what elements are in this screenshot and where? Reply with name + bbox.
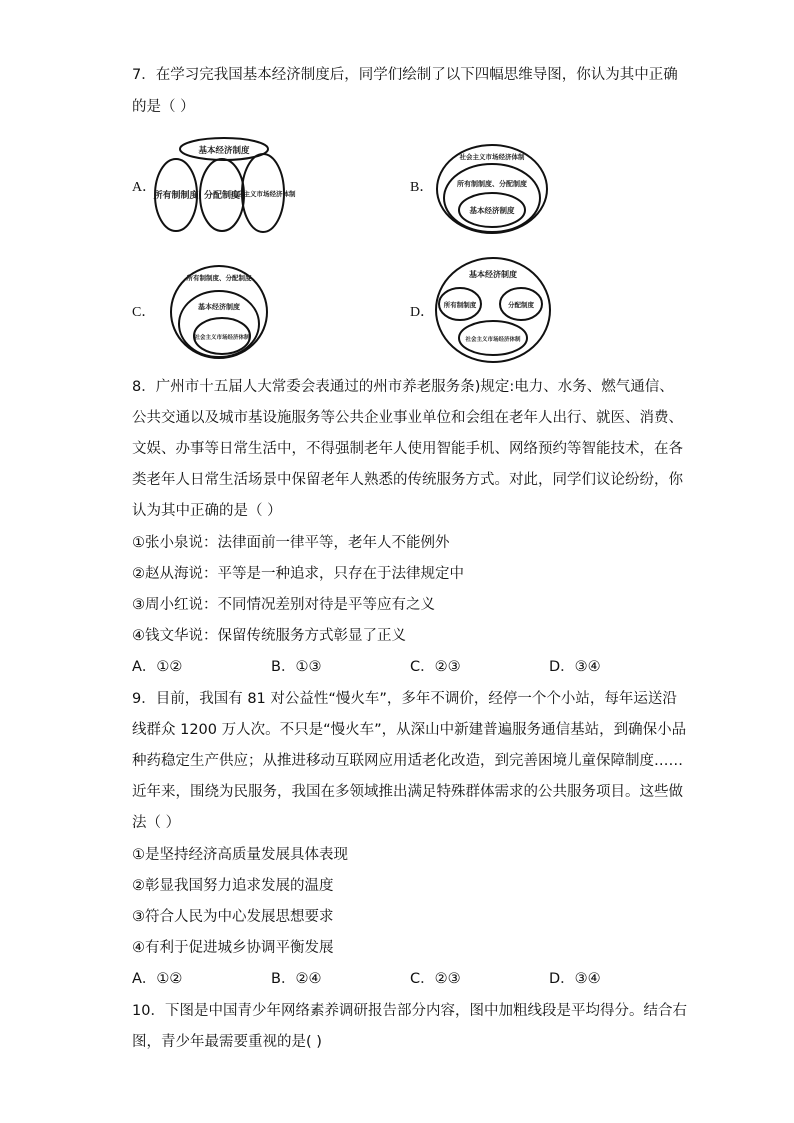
q7-option-a-diagram bbox=[150, 135, 296, 240]
q9-stem-line-4: 近年来，围绕为民服务，我国在多领域推出满足特殊群体需求的公共服务项目。这些做 bbox=[132, 784, 683, 800]
q7-option-b-diagram bbox=[434, 143, 554, 238]
q9-stem-line-3: 种药稳定生产供应；从推进移动互联网应用适老化改造，到完善困境儿童保障制度…… bbox=[132, 753, 683, 769]
b-outer-text: 社会主义市场经济体制 bbox=[459, 153, 525, 161]
c-mid-ellipse bbox=[179, 291, 259, 357]
q7-stem-line-2: 的是（ ） bbox=[132, 99, 195, 115]
q8-choice-d[interactable]: D．③④ bbox=[549, 659, 601, 675]
c-outer-text: 所有制制度、分配制度 bbox=[186, 274, 252, 282]
a-top-text: 基本经济制度 bbox=[198, 146, 250, 156]
q9-choice-a[interactable]: A．①② bbox=[132, 971, 183, 987]
a-text-1: 所有制制度 bbox=[153, 191, 199, 201]
q9-item-1: ①是坚持经济高质量发展具体表现 bbox=[132, 847, 348, 863]
q9-item-3: ③符合人民为中心发展思想要求 bbox=[132, 909, 334, 925]
q8-stem-line-2: 公共交通以及城市基设施服务等公共企业事业单位和会组在老年人出行、就医、消费、 bbox=[132, 410, 683, 426]
q8-stem-line-4: 类老年人日常生活场景中保留老年人熟悉的传统服务方式。对此，同学们议论纷纷，你 bbox=[132, 472, 683, 488]
a-text-2: 分配制度 bbox=[203, 191, 241, 201]
d-text-1: 所有制制度 bbox=[443, 301, 477, 309]
d-outer-text: 基本经济制度 bbox=[469, 270, 517, 279]
q8-stem-line-1: 8．广州市十五届人大常委会表通过的州市养老服务条)规定:电力、水务、燃气通信、 bbox=[132, 379, 674, 395]
q7-stem-line-1: 7．在学习完我国基本经济制度后，同学们绘制了以下四幅思维导图，你认为其中正确 bbox=[132, 67, 678, 83]
q8-choice-b[interactable]: B．①③ bbox=[271, 659, 322, 675]
c-inner-text: 社会主义市场经济体制 bbox=[194, 335, 250, 341]
q8-stem-line-5: 认为其中正确的是（ ） bbox=[132, 503, 282, 519]
q9-stem-line-2: 线群众 1200 万人次。不只是“慢火车”，从深山中新建普遍服务通信基站，到确保小品 bbox=[132, 722, 687, 738]
d-text-2: 分配制度 bbox=[508, 301, 534, 309]
q7-option-c-label: C． bbox=[132, 305, 156, 320]
q9-item-4: ④有利于促进城乡协调平衡发展 bbox=[132, 940, 334, 956]
q8-item-2: ②赵从海说：平等是一种追求，只存在于法律规定中 bbox=[132, 566, 464, 582]
q10-stem-line-2: 图，青少年最需要重视的是( ) bbox=[132, 1034, 322, 1050]
q10-stem-line-1: 10．下图是中国青少年网络素养调研报告部分内容，图中加粗线段是平均得分。结合右 bbox=[132, 1003, 687, 1019]
q9-choice-b[interactable]: B．②④ bbox=[271, 971, 322, 987]
b-mid-text: 所有制制度、分配制度 bbox=[457, 180, 527, 188]
q7-option-d-label: D． bbox=[410, 305, 435, 320]
q8-choices bbox=[132, 657, 692, 677]
q9-choice-c[interactable]: C．②③ bbox=[410, 971, 461, 987]
q9-stem-line-5: 法（ ） bbox=[132, 815, 181, 831]
b-mid-ellipse bbox=[444, 164, 540, 232]
c-mid-text: 基本经济制度 bbox=[198, 303, 240, 311]
d-text-3: 社会主义市场经济体制 bbox=[465, 337, 521, 343]
q7-option-b-label: B． bbox=[410, 180, 434, 195]
q7-option-a-label: A． bbox=[132, 180, 157, 195]
q8-choice-c[interactable]: C．②③ bbox=[410, 659, 461, 675]
q8-item-4: ④钱文华说：保留传统服务方式彰显了正义 bbox=[132, 628, 406, 644]
q8-item-1: ①张小泉说：法律面前一律平等，老年人不能例外 bbox=[132, 535, 450, 551]
q8-stem-line-3: 文娱、办事等日常生活中，不得强制老年人使用智能手机、网络预约等智能技术，在各 bbox=[132, 441, 683, 457]
q9-choice-d[interactable]: D．③④ bbox=[549, 971, 601, 987]
q7-option-c-diagram bbox=[168, 264, 270, 364]
b-inner-text: 基本经济制度 bbox=[469, 206, 515, 215]
q7-option-d-diagram bbox=[433, 255, 553, 365]
q8-choice-a[interactable]: A．①② bbox=[132, 659, 183, 675]
q9-item-2: ②彰显我国努力追求发展的温度 bbox=[132, 878, 334, 894]
a-text-3: 社会主义市场经济体制 bbox=[230, 190, 296, 198]
q8-item-3: ③周小红说：不同情况差别对待是平等应有之义 bbox=[132, 597, 435, 613]
q9-choices bbox=[132, 969, 692, 989]
q9-stem-line-1: 9．目前，我国有 81 对公益性“慢火车”，多年不调价，经停一个个小站，每年运送沿 bbox=[132, 691, 677, 707]
